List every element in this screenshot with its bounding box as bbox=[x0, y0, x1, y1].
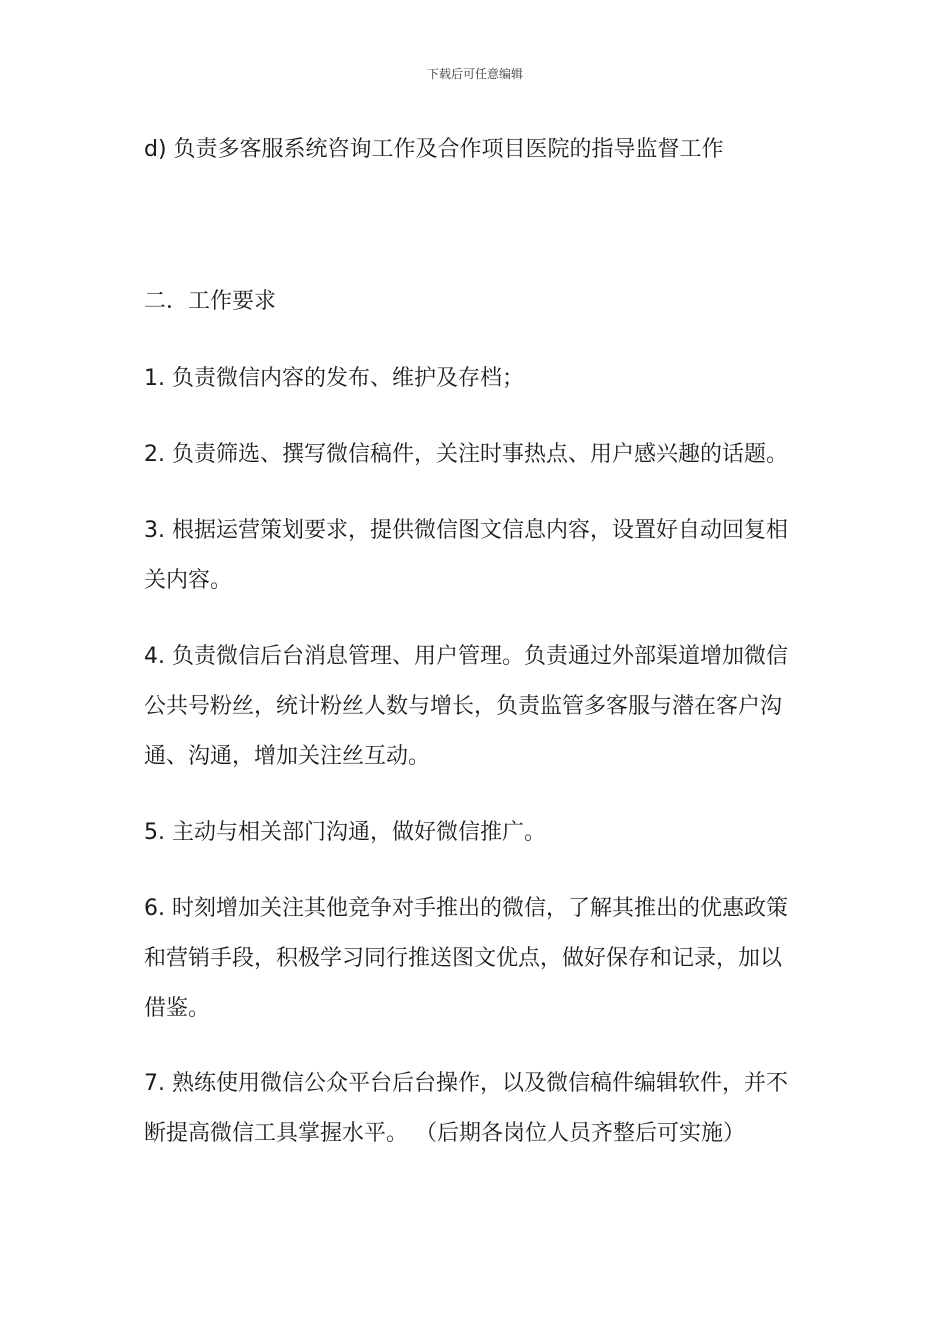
requirement-4-line-3: 通、沟通，增加关注丝互动。 bbox=[144, 744, 431, 769]
requirement-7-line-2: 断提高微信工具掌握水平。 （后期各岗位人员齐整后可实施） bbox=[144, 1121, 745, 1146]
requirement-5: 5. 主动与相关部门沟通，做好微信推广。 bbox=[144, 820, 546, 845]
item-d-duties: d) 负责多客服系统咨询工作及合作项目医院的指导监督工作 bbox=[144, 137, 724, 162]
requirement-6-line-2: 和营销手段，积极学习同行推送图文优点，做好保存和记录，加以 bbox=[144, 946, 783, 971]
requirement-6-line-1: 6. 时刻增加关注其他竞争对手推出的微信，了解其推出的优惠政策 bbox=[144, 896, 788, 921]
requirement-4-line-2: 公共号粉丝，统计粉丝人数与增长，负责监管多客服与潜在客户沟 bbox=[144, 694, 783, 719]
requirement-3-line-1: 3. 根据运营策划要求，提供微信图文信息内容，设置好自动回复相 bbox=[144, 518, 788, 543]
requirement-4-line-1: 4. 负责微信后台消息管理、用户管理。负责通过外部渠道增加微信 bbox=[144, 644, 788, 669]
requirement-3-line-2: 关内容。 bbox=[144, 568, 233, 593]
page-header: 下载后可任意编辑 bbox=[426, 67, 523, 81]
requirement-7-line-1: 7. 熟练使用微信公众平台后台操作，以及微信稿件编辑软件，并不 bbox=[144, 1071, 788, 1096]
requirement-1: 1. 负责微信内容的发布、维护及存档； bbox=[144, 366, 524, 391]
requirement-2: 2. 负责筛选、撰写微信稿件，关注时事热点、用户感兴趣的话题。 bbox=[144, 442, 788, 467]
requirement-6-line-3: 借鉴。 bbox=[144, 996, 211, 1021]
section-heading-work-requirements: 二．工作要求 bbox=[144, 289, 277, 314]
